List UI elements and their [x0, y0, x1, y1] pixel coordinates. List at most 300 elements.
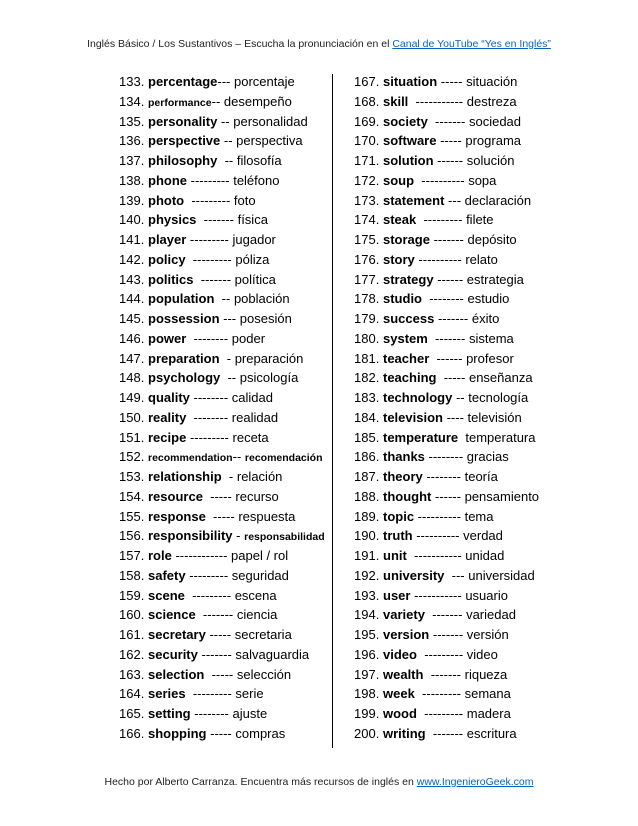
spanish-translation: seguridad: [231, 567, 289, 583]
english-word: responsibility: [148, 528, 233, 544]
spanish-translation: calidad: [231, 390, 273, 405]
separator-dashes: --------: [189, 390, 229, 405]
separator-dashes: ---------: [186, 232, 229, 247]
separator-dashes: --------: [186, 409, 229, 425]
english-word: population: [148, 291, 215, 307]
vocab-number: 134.: [119, 93, 145, 109]
vocab-number: 200.: [354, 725, 380, 741]
separator-dashes: -----: [436, 370, 466, 386]
vocab-row: [354, 566, 544, 586]
vocab-row: [354, 191, 544, 211]
spanish-translation: psicología: [239, 370, 299, 386]
separator-dashes: ----------: [412, 528, 460, 544]
vocab-row: [119, 684, 327, 704]
separator-dashes: ----------: [414, 172, 465, 188]
spanish-translation: papel / rol: [231, 548, 289, 563]
vocab-row: [119, 230, 327, 250]
vocab-column-right: [354, 72, 544, 744]
english-word: story: [383, 251, 415, 267]
column-divider: [332, 74, 333, 748]
vocab-row: [119, 546, 327, 566]
vocab-row: [119, 368, 327, 388]
spanish-translation: estudio: [467, 291, 510, 307]
vocab-number: 193.: [354, 587, 380, 603]
vocab-number: 189.: [354, 508, 380, 524]
vocab-row: [119, 210, 327, 230]
english-word: skill: [383, 93, 409, 109]
vocab-row: [354, 171, 544, 191]
vocab-row: [119, 388, 327, 408]
separator-dashes: ----: [442, 409, 464, 425]
vocab-number: 145.: [119, 311, 145, 326]
spanish-translation: teléfono: [233, 172, 280, 188]
spanish-translation: foto: [233, 192, 256, 208]
separator-dashes: ------------: [171, 548, 228, 563]
english-word: recipe: [148, 429, 187, 445]
vocab-row: [119, 289, 327, 309]
vocab-row: [119, 605, 327, 625]
vocab-number: 139.: [119, 192, 145, 208]
vocab-row: [119, 467, 327, 487]
separator-dashes: -----: [205, 508, 235, 524]
separator-dashes: -------: [434, 311, 469, 326]
spanish-translation: sociedad: [468, 113, 522, 129]
vocab-number: 140.: [119, 212, 145, 228]
spanish-translation: programa: [465, 133, 521, 149]
vocab-row: [119, 270, 327, 290]
spanish-translation: relación: [236, 469, 283, 484]
english-word: software: [383, 133, 437, 149]
english-word: response: [148, 508, 206, 524]
separator-dashes: --: [220, 370, 237, 386]
separator-dashes: -: [232, 528, 241, 544]
vocab-row: [119, 171, 327, 191]
vocab-number: 195.: [354, 627, 380, 642]
english-word: setting: [148, 706, 191, 721]
spanish-translation: escena: [234, 587, 277, 603]
spanish-translation: filosofía: [236, 153, 282, 168]
separator-dashes: ---: [444, 192, 462, 208]
vocab-row: [354, 368, 544, 388]
header-text: Inglés Básico / Los Sustantivos – Escucha la pronunciación en el: [87, 38, 393, 50]
spanish-translation: serie: [235, 686, 264, 702]
english-word: selection: [148, 666, 205, 682]
vocab-number: 177.: [354, 271, 380, 287]
english-word: thanks: [383, 449, 425, 465]
english-word: wealth: [383, 666, 424, 682]
english-word: possession: [148, 311, 220, 326]
spanish-translation: relato: [465, 251, 498, 267]
separator-dashes: -----: [436, 133, 462, 149]
vocab-row: [119, 487, 327, 507]
vocab-number: 162.: [119, 646, 145, 662]
spanish-translation: situación: [466, 74, 518, 89]
spanish-translation: universidad: [468, 567, 535, 583]
separator-dashes: -----: [437, 74, 463, 89]
english-word: performance: [148, 96, 212, 109]
separator-dashes: --: [211, 93, 221, 109]
vocab-row: [119, 72, 327, 92]
spanish-translation: póliza: [235, 251, 270, 267]
vocab-row: [119, 408, 327, 428]
spanish-translation: profesor: [466, 350, 514, 366]
separator-dashes: ---------: [184, 192, 231, 208]
vocab-row: [119, 151, 327, 171]
english-word: recommendation: [148, 452, 233, 465]
separator-dashes: -----: [206, 725, 232, 741]
separator-dashes: -------: [193, 271, 232, 287]
footer-text: Hecho por Alberto Carranza. Encuentra más recursos de inglés en: [104, 776, 417, 788]
spanish-translation: ajuste: [232, 706, 268, 721]
separator-dashes: ----------: [414, 508, 461, 524]
spanish-translation: porcentaje: [234, 74, 295, 89]
spanish-translation: sistema: [468, 330, 514, 346]
vocab-number: 196.: [354, 646, 380, 662]
spanish-translation: jugador: [232, 232, 276, 247]
english-word: success: [383, 311, 435, 326]
spanish-translation: declaración: [464, 192, 532, 208]
spanish-translation: física: [237, 212, 268, 228]
english-word: video: [383, 646, 417, 662]
vocab-row: [354, 309, 544, 329]
spanish-translation: ciencia: [236, 607, 278, 623]
vocab-number: 174.: [354, 212, 380, 228]
spanish-translation: recurso: [235, 488, 279, 504]
vocab-row: [354, 289, 544, 309]
english-word: shopping: [148, 725, 207, 741]
spanish-translation: depósito: [467, 232, 517, 247]
separator-dashes: -----: [202, 488, 232, 504]
separator-dashes: --------: [422, 469, 461, 484]
vocab-row: [354, 151, 544, 171]
english-word: variety: [383, 607, 425, 623]
vocab-number: 168.: [354, 93, 380, 109]
vocab-number: 160.: [119, 607, 145, 623]
vocab-row: [119, 428, 327, 448]
spanish-translation: pensamiento: [464, 488, 540, 504]
vocab-row: [119, 250, 327, 270]
english-word: teacher: [383, 350, 430, 366]
vocab-row: [354, 487, 544, 507]
vocab-number: 179.: [354, 311, 380, 326]
vocab-row: [119, 349, 327, 369]
vocab-number: 136.: [119, 133, 145, 149]
english-word: secretary: [148, 627, 206, 642]
spanish-translation: secretaria: [234, 627, 292, 642]
vocab-number: 198.: [354, 686, 380, 702]
vocab-number: 138.: [119, 172, 145, 188]
separator-dashes: -----------: [406, 548, 462, 563]
english-word: television: [383, 409, 443, 425]
english-word: player: [148, 232, 187, 247]
english-word: percentage: [148, 74, 218, 89]
spanish-translation: usuario: [465, 587, 508, 603]
spanish-translation: personalidad: [233, 113, 308, 129]
separator-dashes: --------: [190, 706, 229, 721]
english-word: photo: [148, 192, 185, 208]
vocab-number: 161.: [119, 627, 145, 642]
vocab-number: 141.: [119, 232, 145, 247]
english-word: strategy: [383, 271, 434, 287]
vocab-number: 197.: [354, 666, 380, 682]
separator-dashes: ---------: [416, 706, 464, 721]
vocab-number: 192.: [354, 567, 380, 583]
english-word: power: [148, 330, 187, 346]
vocab-row: [354, 586, 544, 606]
vocab-number: 151.: [119, 429, 145, 445]
vocab-number: 180.: [354, 330, 380, 346]
vocab-row: [119, 92, 327, 112]
english-word: user: [383, 587, 411, 603]
separator-dashes: ---: [444, 567, 465, 583]
separator-dashes: --: [214, 291, 231, 307]
separator-dashes: -------: [427, 330, 466, 346]
spanish-translation: riqueza: [464, 666, 508, 682]
spanish-translation: escritura: [466, 725, 517, 741]
vocab-number: 153.: [119, 469, 145, 484]
vocab-row: [119, 447, 327, 467]
separator-dashes: -------: [423, 666, 461, 682]
english-word: security: [148, 646, 198, 662]
vocab-row: [354, 112, 544, 132]
separator-dashes: ---------: [187, 172, 230, 188]
english-word: philosophy: [148, 153, 218, 168]
separator-dashes: ------: [433, 271, 464, 287]
vocab-row: [354, 72, 544, 92]
vocab-row: [354, 526, 544, 546]
separator-dashes: -------: [425, 725, 464, 741]
spanish-translation: éxito: [471, 311, 500, 326]
english-word: studio: [383, 291, 422, 307]
spanish-translation: receta: [232, 429, 269, 445]
english-word: theory: [383, 469, 423, 484]
vocab-row: [354, 546, 544, 566]
vocab-row: [354, 250, 544, 270]
vocab-row: [119, 645, 327, 665]
english-word: storage: [383, 232, 430, 247]
vocab-number: 148.: [119, 370, 145, 386]
spanish-translation: enseñanza: [468, 370, 533, 386]
vocab-number: 164.: [119, 686, 145, 702]
separator-dashes: -------: [429, 232, 464, 247]
separator-dashes: ---: [219, 311, 237, 326]
english-word: science: [148, 607, 196, 623]
vocab-row: [119, 191, 327, 211]
english-word: safety: [148, 567, 186, 583]
vocab-row: [119, 625, 327, 645]
vocab-number: 142.: [119, 251, 145, 267]
vocab-row: [119, 526, 327, 546]
spanish-translation: video: [466, 646, 498, 662]
vocab-row: [119, 566, 327, 586]
vocab-number: 190.: [354, 528, 380, 544]
vocab-row: [354, 605, 544, 625]
vocab-number: 183.: [354, 390, 380, 405]
spanish-translation: respuesta: [238, 508, 296, 524]
vocab-number: 137.: [119, 153, 145, 168]
separator-dashes: -: [219, 350, 232, 366]
spanish-translation: verdad: [463, 528, 503, 544]
separator-dashes: -------: [427, 113, 466, 129]
spanish-translation: política: [234, 271, 276, 287]
vocab-number: 171.: [354, 153, 380, 168]
separator-dashes: -------: [195, 607, 234, 623]
vocab-row: [354, 329, 544, 349]
vocab-row: [354, 270, 544, 290]
english-word: unit: [383, 548, 407, 563]
spanish-translation: selección: [236, 666, 292, 682]
vocab-number: 152.: [119, 449, 145, 465]
vocab-row: [354, 230, 544, 250]
english-word: steak: [383, 212, 417, 228]
vocab-row: [354, 210, 544, 230]
english-word: relationship: [148, 469, 222, 484]
vocab-number: 184.: [354, 409, 380, 425]
separator-dashes: --: [220, 133, 233, 149]
separator-dashes: -----------: [410, 587, 462, 603]
vocab-row: [354, 704, 544, 724]
spanish-translation: filete: [466, 212, 494, 228]
separator-dashes: --: [217, 153, 234, 168]
english-word: statement: [383, 192, 445, 208]
youtube-channel-link[interactable]: Canal de YouTube “Yes en Inglés”: [392, 38, 551, 50]
spanish-translation: televisión: [467, 409, 522, 425]
spanish-translation: gracias: [466, 449, 509, 465]
separator-dashes: ----------: [414, 251, 462, 267]
english-word: situation: [383, 74, 438, 89]
vocab-row: [354, 684, 544, 704]
separator-dashes: --------: [424, 449, 464, 465]
english-word: quality: [148, 390, 190, 405]
separator-dashes: ---------: [185, 567, 229, 583]
separator-dashes: --: [232, 449, 242, 465]
spanish-translation: preparación: [234, 350, 304, 366]
separator-dashes: ---: [217, 74, 231, 89]
separator-dashes: -----: [205, 627, 232, 642]
spanish-translation: destreza: [466, 93, 517, 109]
vocab-row: [119, 131, 327, 151]
vocab-row: [119, 309, 327, 329]
vocab-row: [354, 724, 544, 744]
vocab-row: [354, 349, 544, 369]
vocab-number: 133.: [119, 74, 145, 89]
vocab-number: 144.: [119, 291, 145, 307]
spanish-translation: temperatura: [465, 429, 536, 445]
vocab-number: 173.: [354, 192, 380, 208]
vocab-number: 181.: [354, 350, 380, 366]
vocab-number: 157.: [119, 548, 145, 563]
vocab-number: 135.: [119, 113, 145, 129]
vocab-number: 155.: [119, 508, 145, 524]
english-word: thought: [383, 488, 432, 504]
vocab-number: 194.: [354, 607, 380, 623]
separator-dashes: ------: [433, 153, 464, 168]
vocab-row: [354, 428, 544, 448]
vocab-row: [354, 388, 544, 408]
vocab-row: [354, 131, 544, 151]
spanish-translation: desempeño: [223, 93, 292, 109]
english-word: reality: [148, 409, 187, 425]
english-word: series: [148, 686, 186, 702]
english-word: physics: [148, 212, 197, 228]
english-word: solution: [383, 153, 434, 168]
vocab-row: [354, 92, 544, 112]
website-link[interactable]: www.IngenieroGeek.com: [416, 776, 534, 788]
separator-dashes: ---------: [184, 587, 232, 603]
vocab-row: [119, 704, 327, 724]
vocab-number: 199.: [354, 706, 380, 721]
separator-dashes: --------: [422, 291, 464, 307]
vocab-column-left: [119, 72, 327, 744]
spanish-translation: recomendación: [244, 452, 323, 465]
english-word: technology: [383, 390, 453, 405]
spanish-translation: realidad: [231, 409, 279, 425]
vocab-number: 143.: [119, 271, 145, 287]
separator-dashes: -----------: [408, 93, 464, 109]
spanish-translation: versión: [466, 627, 509, 642]
spanish-translation: teoría: [464, 469, 498, 484]
separator-dashes: -------: [424, 607, 463, 623]
page-header: [0, 38, 638, 50]
english-word: topic: [383, 508, 415, 524]
english-word: policy: [148, 251, 186, 267]
spanish-translation: madera: [466, 706, 511, 721]
vocab-row: [119, 329, 327, 349]
spanish-translation: unidad: [465, 548, 505, 563]
english-word: version: [383, 627, 430, 642]
english-word: psychology: [148, 370, 221, 386]
separator-dashes: -: [221, 469, 234, 484]
vocab-number: 170.: [354, 133, 380, 149]
vocab-row: [119, 724, 327, 744]
spanish-translation: variedad: [466, 607, 516, 623]
english-word: teaching: [383, 370, 437, 386]
english-word: preparation: [148, 350, 220, 366]
vocab-row: [119, 586, 327, 606]
vocab-number: 186.: [354, 449, 380, 465]
english-word: perspective: [148, 133, 221, 149]
vocab-number: 147.: [119, 350, 145, 366]
vocab-number: 188.: [354, 488, 380, 504]
vocab-row: [354, 645, 544, 665]
separator-dashes: -------: [197, 646, 232, 662]
vocab-number: 187.: [354, 469, 380, 484]
separator-dashes: --------: [186, 330, 229, 346]
separator-dashes: ---------: [416, 212, 463, 228]
separator-dashes: -------: [429, 627, 464, 642]
english-word: university: [383, 567, 445, 583]
vocab-number: 185.: [354, 429, 380, 445]
separator-dashes: -----: [204, 666, 234, 682]
vocab-number: 169.: [354, 113, 380, 129]
separator-dashes: ---------: [185, 251, 232, 267]
spanish-translation: semana: [464, 686, 511, 702]
english-word: soup: [383, 172, 415, 188]
separator-dashes: ------: [429, 350, 463, 366]
vocab-number: 165.: [119, 706, 145, 721]
english-word: scene: [148, 587, 185, 603]
vocab-number: 156.: [119, 528, 145, 544]
separator-dashes: --: [452, 390, 465, 405]
separator-dashes: ---------: [185, 686, 232, 702]
spanish-translation: sopa: [468, 172, 497, 188]
vocab-number: 176.: [354, 251, 380, 267]
vocab-number: 182.: [354, 370, 380, 386]
english-word: system: [383, 330, 428, 346]
spanish-translation: perspectiva: [236, 133, 303, 149]
page-footer: [0, 776, 638, 788]
vocab-number: 167.: [354, 74, 380, 89]
